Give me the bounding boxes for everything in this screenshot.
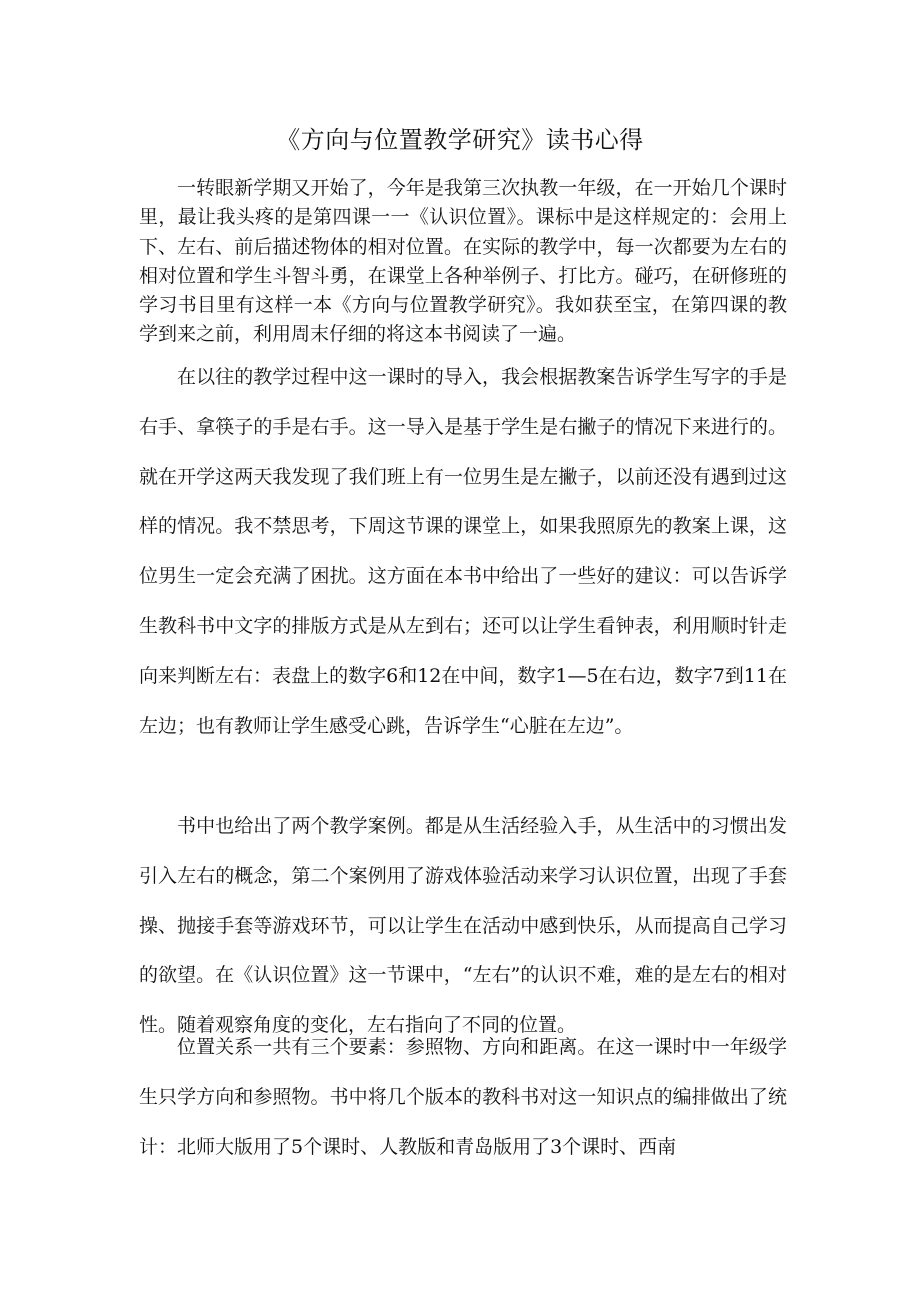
- paragraph-2: 在以往的教学过程中这一课时的导入，我会根据教案告诉学生写字的手是右手、拿筷子的手是右手。这一导入是基于学生是右撇子的情况下来进行的。就在开学这两天我发现了我们班上有一位男生是左撇子，以前还没有遇到过这样的情况。我不禁思考，下周这节课的课堂上，如果我照原先的教案上课，这位男生一定会充满了困扰。这方面在本书中给出了一些好的建议：可以告诉学生教科书中文字的排版方式是从左到右；还可以让学生看钟表，利用顺时针走向来判断左右：表盘上的数字6和12在中间，数字1—5在右边，数字7到11在左边；也有教师让学生感受心跳，告诉学生“心脏在左边”。: [139, 366, 787, 737]
- document-title: 《方向与位置教学研究》读书心得: [276, 126, 644, 154]
- paragraph-1: 一转眼新学期又开始了，今年是我第三次执教一年级，在一开始几个课时里，最让我头疼的是第四课一一《认识位置》。课标中是这样规定的：会用上下、左右、前后描述物体的相对位置。在实际的教学中，每一次都要为左右的相对位置和学生斗智斗勇，在课堂上各种举例子、打比方。碰巧，在研修班的学习书目里有这样一本《方向与位置教学研究》。我如获至宝，在第四课的教学到来之前，利用周末仔细的将这本书阅读了一遍。: [139, 177, 787, 346]
- paragraph-4: 位置关系一共有三个要素：参照物、方向和距离。在这一课时中一年级学生只学方向和参照物。书中将几个版本的教科书对这一知识点的编排做出了统计：北师大版用了5个课时、人教版和青岛版用了3个课时、西南: [139, 1036, 787, 1158]
- paragraph-3: 书中也给出了两个教学案例。都是从生活经验入手，从生活中的习惯出发引入左右的概念，第二个案例用了游戏体验活动来学习认识位置，出现了手套操、抛接手套等游戏环节，可以让学生在活动中感到快乐，从而提高自己学习的欲望。在《认识位置》这一节课中，“左右”的认识不难，难的是左右的相对性。随着观察角度的变化，左右指向了不同的位置。: [139, 815, 787, 1037]
